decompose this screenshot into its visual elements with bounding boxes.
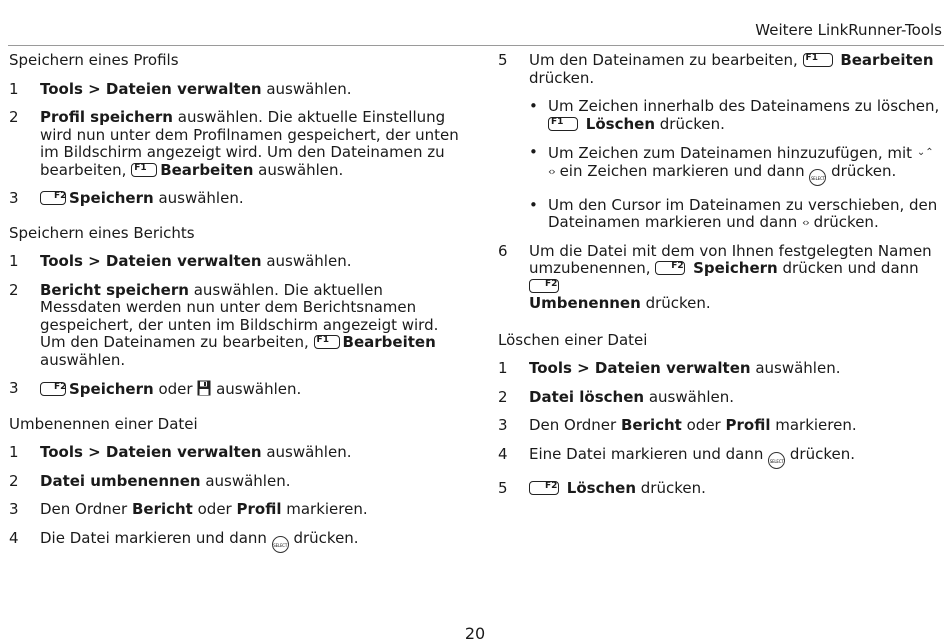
step-text: Eine Datei markieren und dann: [529, 444, 769, 463]
step-text: oder: [681, 416, 726, 434]
step-number: 1: [498, 359, 508, 377]
function-key-icon: [548, 117, 578, 131]
step: [498, 360, 943, 378]
menu-path: Tools > Dateien verwalten: [40, 443, 262, 461]
step-text: drücken und dann: [777, 259, 919, 277]
step-text: markieren.: [281, 500, 368, 518]
key-label: F1: [805, 53, 818, 63]
key-label: F2: [671, 261, 684, 271]
key-action: Speichern: [69, 380, 154, 398]
step-text: oder: [153, 380, 198, 398]
left-column: [9, 50, 461, 553]
step-number: 2: [498, 387, 508, 406]
right-column: [498, 50, 943, 497]
key-action: Löschen: [566, 478, 636, 497]
step-text: auswählen.: [200, 471, 291, 490]
step-text: auswählen. Die aktuelle Einstellung wird nun unter dem Profilnamen gespeichert, der unten im Bildschirm angezeigt wird. Um den Dateinamen zu bearbeiten,: [40, 108, 459, 179]
left-right-arrows-icon: ‹›: [802, 216, 809, 229]
step-text: Den Ordner: [529, 416, 621, 434]
step-text: auswählen.: [261, 443, 352, 461]
function-key-icon: [131, 163, 157, 177]
menu-path: Tools > Dateien verwalten: [40, 79, 262, 98]
step-number: 2: [9, 280, 19, 299]
section-heading: Löschen einer Datei: [498, 330, 648, 349]
step: [498, 52, 943, 87]
step: [498, 417, 943, 435]
folder-name: Profil: [236, 500, 282, 518]
key-action: Bearbeiten: [840, 51, 934, 69]
folder-name: Bericht: [620, 416, 682, 434]
key-label: F2: [54, 191, 67, 201]
step-number: 4: [498, 444, 508, 463]
step-text: drücken.: [288, 528, 359, 547]
key-action: Bearbeiten: [342, 333, 436, 351]
bullet-item: [529, 197, 943, 232]
step-text: Um den Dateinamen zu bearbeiten,: [529, 51, 803, 69]
step: [9, 444, 461, 462]
function-key-icon: [803, 53, 833, 67]
select-button-icon: SELECT: [768, 452, 785, 469]
step-text: drücken.: [636, 478, 706, 497]
bullet-dot: •: [529, 195, 538, 214]
step-text: markieren.: [770, 416, 857, 434]
step-text: Die Datei markieren und dann: [40, 528, 272, 547]
step-text: auswählen.: [153, 189, 244, 207]
left-right-arrows-icon: ‹›: [548, 164, 555, 178]
menu-item: Bericht speichern: [40, 280, 189, 299]
step-text: drücken.: [529, 68, 595, 87]
function-key-icon: [529, 481, 559, 495]
step: [9, 190, 461, 208]
step-number: 3: [9, 189, 19, 207]
key-action: Speichern: [69, 189, 154, 207]
key-label: F1: [134, 162, 147, 173]
step-text: drücken.: [826, 161, 897, 180]
step: [9, 81, 461, 99]
step: [498, 480, 943, 498]
section-heading: Speichern eines Profils: [9, 51, 179, 69]
header-rule: [8, 45, 944, 46]
step-number: 1: [9, 252, 19, 270]
step: [9, 380, 461, 399]
step-number: 5: [498, 478, 508, 497]
folder-name: Profil: [725, 416, 771, 434]
step-text: Um den Cursor im Dateinamen zu verschieben, den Dateinamen markieren und dann: [548, 195, 938, 231]
menu-path: Tools > Dateien verwalten: [40, 252, 262, 270]
step-number: 6: [498, 241, 508, 260]
menu-path: Tools > Dateien verwalten: [529, 359, 751, 377]
step: [9, 473, 461, 491]
key-action: Umbenennen: [529, 294, 641, 312]
menu-item: Profil speichern: [40, 108, 173, 126]
step: [9, 109, 461, 179]
menu-item: Datei umbenennen: [40, 471, 201, 490]
key-label: F1: [551, 116, 564, 127]
step-text: auswählen.: [750, 359, 841, 377]
step-text: auswählen.: [253, 160, 344, 179]
step-number: 2: [9, 471, 19, 490]
key-action: Bearbeiten: [160, 160, 254, 179]
step-text: Um die Datei mit dem von Ihnen festgelegten Namen umzubenennen,: [529, 241, 932, 277]
step-text: ein Zeichen markieren und dann: [554, 161, 810, 180]
folder-name: Bericht: [131, 500, 193, 518]
function-key-icon: [655, 261, 685, 275]
step-text: Den Ordner: [40, 500, 132, 518]
key-label: F1: [316, 335, 329, 345]
function-key-icon: [314, 335, 340, 349]
bullet-item: [529, 144, 943, 186]
page-header: Weitere LinkRunner-Tools: [755, 21, 942, 39]
function-key-icon: [40, 191, 66, 205]
up-down-arrows-icon: ⌄⌃: [916, 147, 934, 158]
function-key-icon: [529, 279, 559, 293]
step-number: 1: [9, 79, 19, 98]
select-button-icon: SELECT: [272, 536, 289, 553]
step-number: 2: [9, 108, 19, 126]
step-text: auswählen. Die aktuellen Messdaten werden nun unter dem Berichtsnamen gespeichert, der unten im Bildschirm angezeigt wird. Um den Dateinamen zu bearbeiten,: [40, 280, 439, 351]
section-heading: Umbenennen einer Datei: [9, 414, 198, 433]
step-text: Um Zeichen innerhalb des Dateinamens zu löschen,: [548, 97, 940, 115]
step-number: 3: [9, 500, 19, 518]
bullet-dot: •: [529, 97, 538, 115]
bullet-dot: •: [529, 143, 538, 161]
step-text: auswählen.: [644, 387, 734, 406]
key-label: F2: [545, 278, 558, 289]
step: [9, 501, 461, 519]
step: [9, 282, 461, 370]
step: [9, 530, 461, 553]
menu-item: Datei löschen: [529, 387, 645, 406]
page-number: 20: [464, 624, 486, 643]
function-key-icon: [40, 382, 66, 396]
step-number: 3: [9, 379, 19, 397]
step-text: drücken.: [655, 114, 725, 133]
step-text: auswählen.: [261, 252, 352, 270]
step-number: 3: [498, 416, 508, 434]
step-text: auswählen.: [40, 350, 126, 369]
key-label: F2: [545, 480, 558, 491]
key-label: F2: [54, 382, 67, 392]
bullet-item: [529, 98, 943, 133]
step-text: drücken.: [640, 294, 711, 312]
key-action: Speichern: [693, 259, 778, 277]
step: [9, 253, 461, 271]
section-heading: Speichern eines Berichts: [9, 223, 195, 242]
step-text: auswählen.: [261, 79, 352, 98]
step-number: 5: [498, 51, 508, 69]
key-action: Löschen: [585, 114, 655, 133]
step-text: oder: [192, 500, 237, 518]
step: [498, 446, 943, 469]
step: [498, 243, 943, 313]
step-number: 1: [9, 443, 19, 461]
step-text: drücken.: [785, 444, 856, 463]
step-number: 4: [9, 528, 19, 547]
floppy-disk-icon: [197, 380, 211, 396]
step-text: auswählen.: [211, 380, 302, 398]
step-text: Um Zeichen zum Dateinamen hinzuzufügen, mit: [548, 144, 917, 162]
select-button-icon: SELECT: [809, 169, 826, 186]
step: [498, 389, 943, 407]
step-text: drücken.: [808, 213, 879, 231]
